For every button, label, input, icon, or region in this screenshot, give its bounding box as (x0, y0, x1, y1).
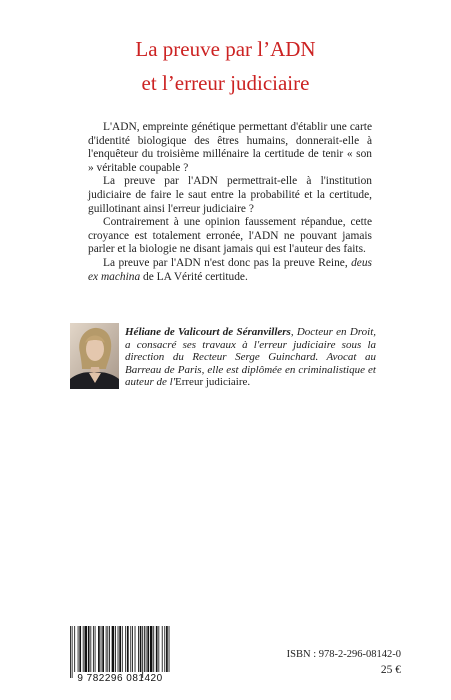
barcode-bar (107, 626, 108, 672)
barcode-bar (162, 626, 163, 672)
barcode-bar (146, 626, 147, 672)
barcode-bar (79, 626, 81, 672)
barcode-bar (93, 626, 94, 672)
barcode-bar (88, 626, 90, 672)
author-photo (70, 323, 119, 389)
summary-p4-italic: deus ex machina (88, 256, 372, 283)
barcode-bar (90, 626, 91, 672)
barcode-bar (125, 626, 126, 672)
author-book-title: Erreur judiciaire (175, 376, 248, 389)
barcode-bar (106, 626, 107, 672)
barcode-bar (78, 626, 79, 672)
barcode-bar (158, 626, 159, 672)
barcode-bar (95, 626, 96, 672)
barcode-bar (164, 626, 165, 672)
barcode-bar (118, 626, 119, 672)
price: 25 € (380, 664, 401, 676)
barcode-digits: 9 782296 081420 (77, 673, 163, 684)
book-title-line-2: et l’erreur judiciaire (141, 71, 310, 95)
author-bio-end: . (247, 376, 251, 389)
barcode-bar (74, 626, 75, 672)
summary-paragraph-1: L'ADN, empreinte génétique permettant d'établir une carte d'identité biologique des êtres humains, donnerait-elle à l'enquêteur du troisième millénaire la certitude de tenir « son » véritable coupable ? (88, 121, 372, 174)
barcode-bar (140, 626, 142, 672)
barcode-bar (109, 626, 110, 672)
isbn-number: ISBN : 978-2-296-08142-0 (286, 649, 401, 660)
barcode-bar (115, 626, 116, 672)
author-portrait-image (70, 323, 119, 389)
summary-p4-text: La preuve par l'ADN n'est donc pas la preuve Reine, (103, 256, 352, 269)
book-title-line-1: La preuve par l’ADN (135, 37, 316, 61)
barcode-bar (144, 626, 145, 672)
isbn-barcode (68, 626, 172, 678)
barcode-bar (153, 626, 154, 672)
back-cover-summary (88, 121, 372, 284)
author-bio (125, 326, 376, 389)
barcode-bar (130, 626, 131, 672)
summary-paragraph-2: La preuve par l'ADN permettrait-elle à l'institution judiciaire de faire le saut entre la probabilité et la certitude, guillotinant ainsi l'erreur judiciaire ? (88, 175, 372, 215)
barcode-bar (135, 626, 136, 672)
barcode-bar (102, 626, 104, 672)
barcode-bar (101, 626, 102, 672)
barcode-bar (83, 626, 84, 672)
summary-paragraph-3: Contrairement à une opinion faussement répandue, cette croyance est totalement erronée, l'ADN ne pouvant jamais parler et la biologie ne disant jamais qui est l'auteur des faits. (88, 216, 372, 256)
barcode-bar (112, 626, 115, 672)
barcode-bar (98, 626, 100, 672)
barcode-bar (147, 626, 149, 672)
barcode-bar (70, 626, 71, 678)
barcode-bar (142, 626, 143, 678)
barcode-bar (132, 626, 133, 672)
barcode-bar (72, 626, 73, 678)
summary-paragraph-4 (88, 257, 372, 284)
barcode-bar (127, 626, 129, 672)
summary-p4-end: de LA Vérité certitude. (140, 270, 248, 283)
barcode-bar (138, 626, 139, 672)
barcode-bar (169, 626, 170, 672)
author-bio-text: , Docteur en Droit, a consacré ses travaux à l'erreur judiciaire sous la direction du Recteur Serge Guinchard. Avocat au Barreau de Paris, elle est diplômée en criminalistique et auteur de l' (125, 326, 376, 389)
barcode-bar (119, 626, 121, 672)
barcode-bar (84, 626, 87, 672)
barcode-bar (150, 626, 153, 672)
barcode-bar (166, 626, 168, 672)
barcode-bar (122, 626, 123, 672)
author-name: Héliane de Valicourt de Séranvillers (125, 326, 291, 338)
barcode-bar (156, 626, 158, 672)
